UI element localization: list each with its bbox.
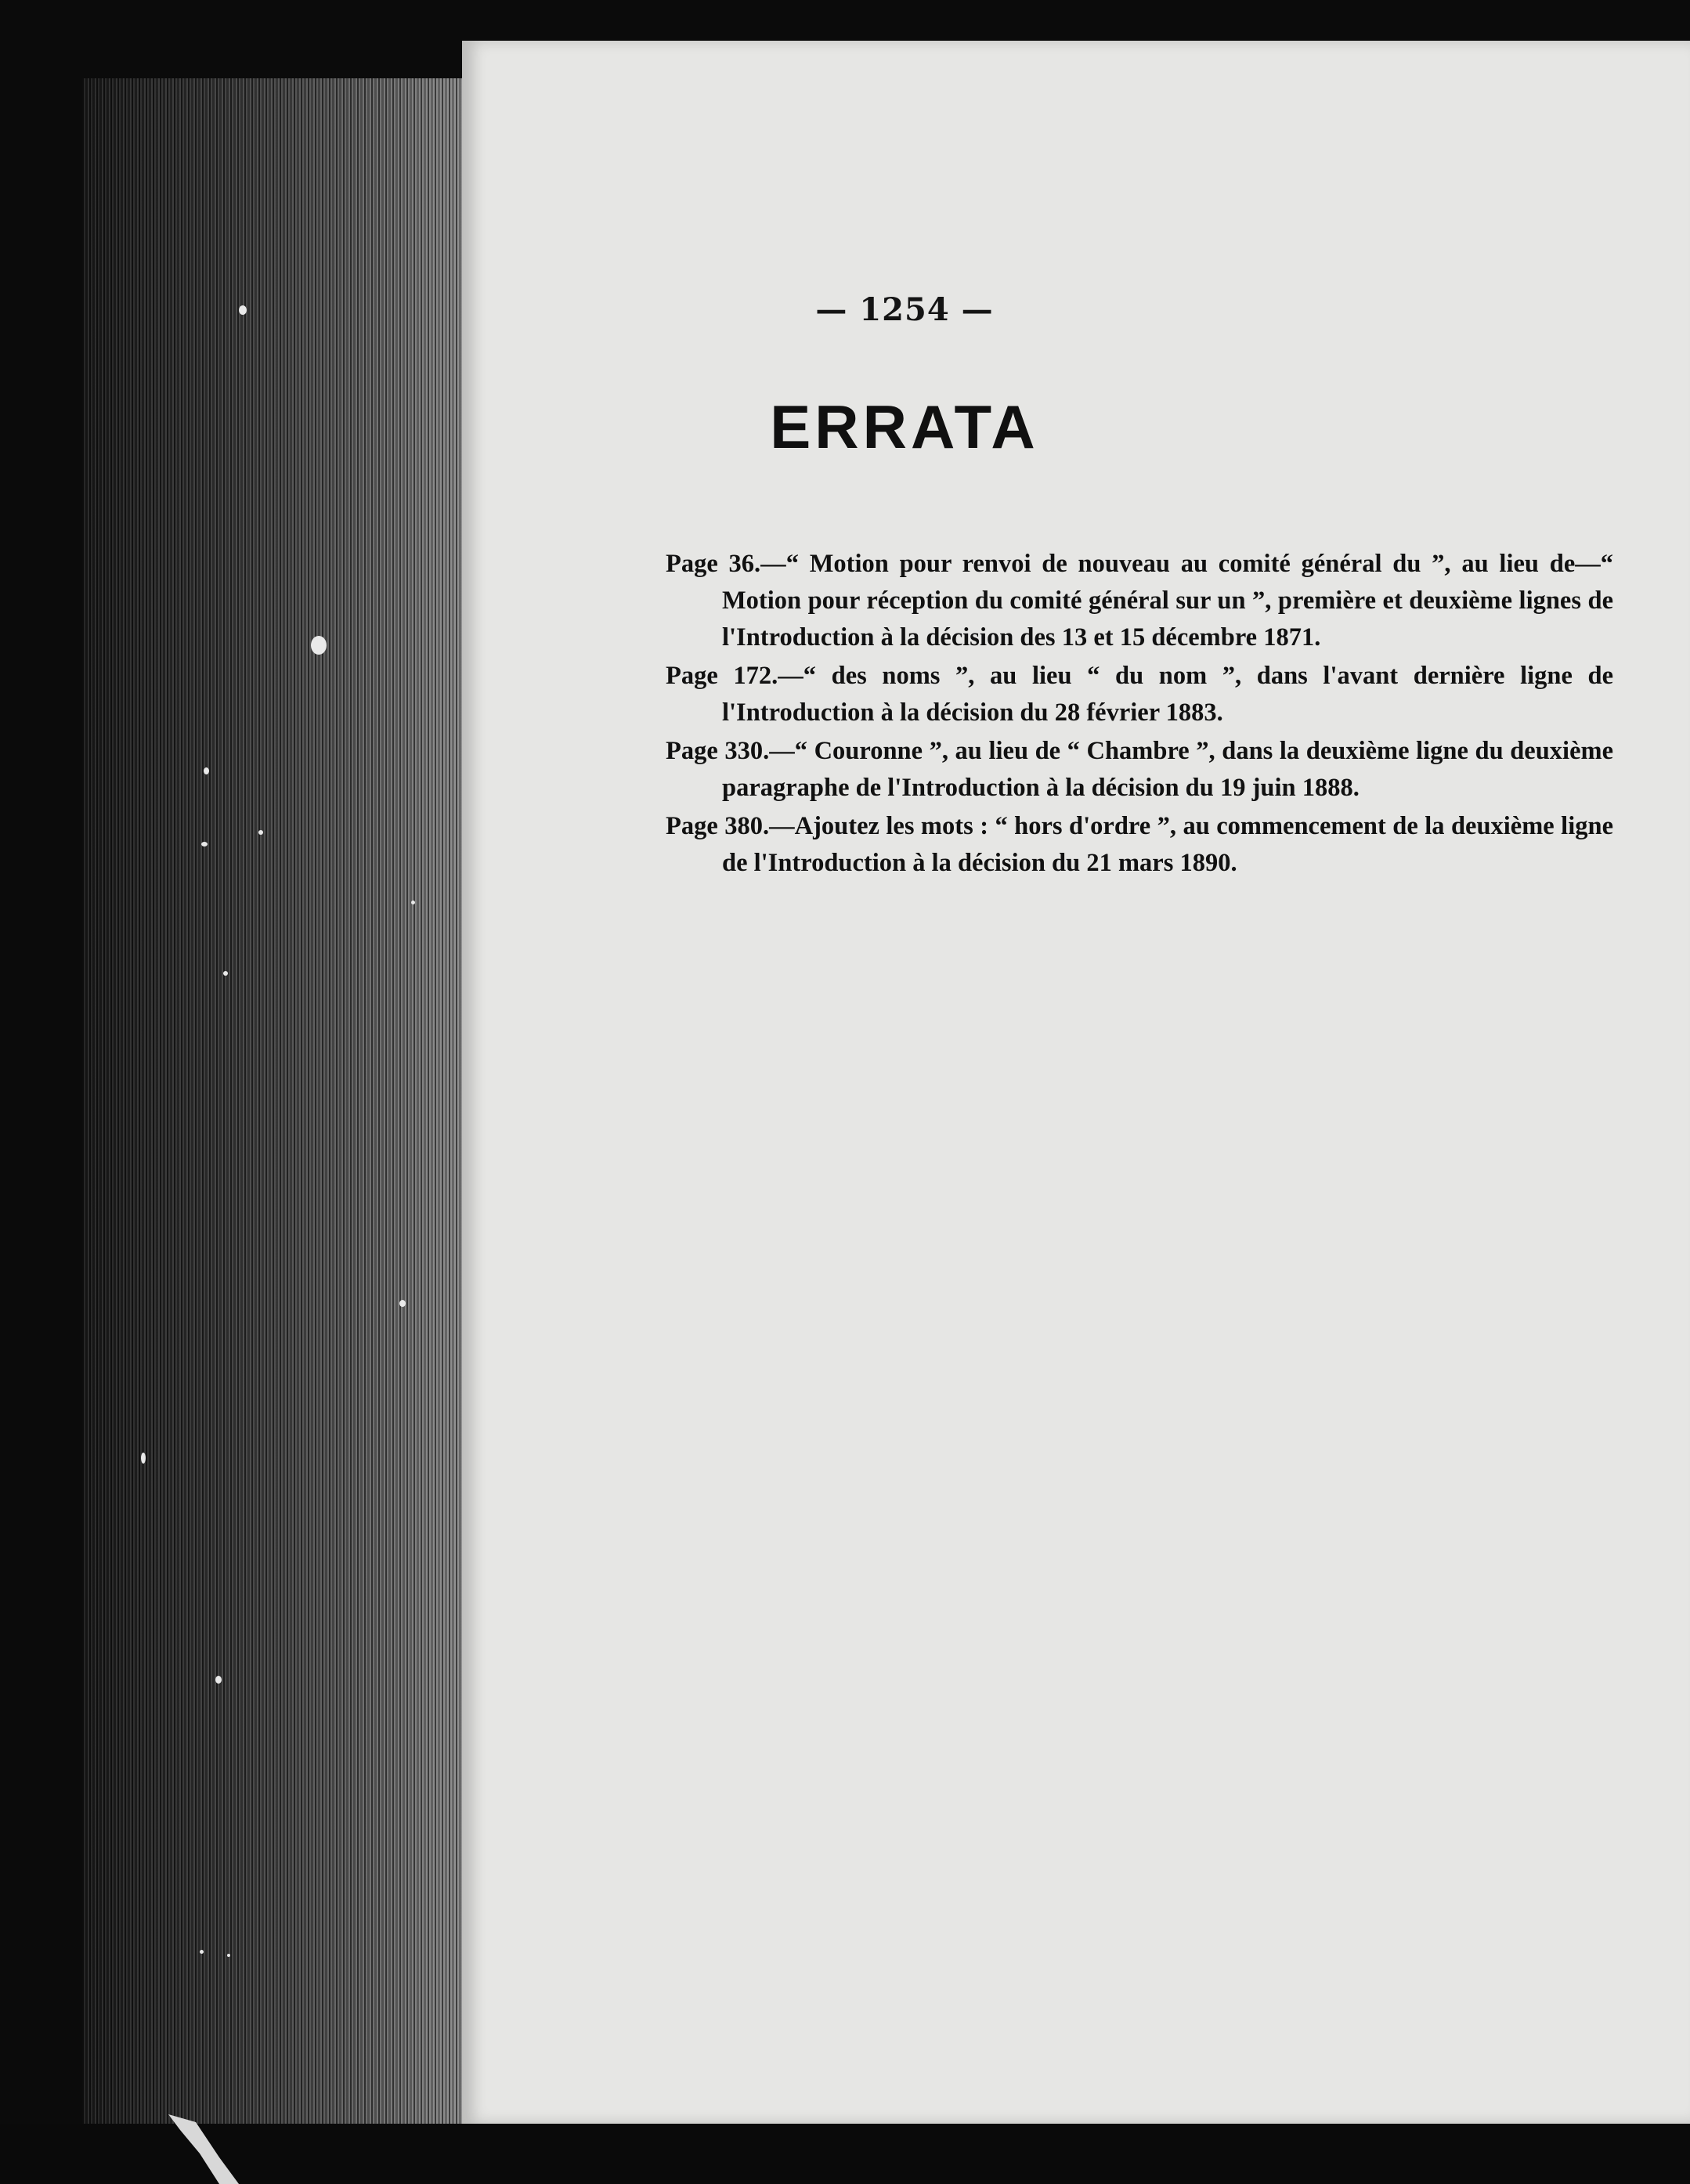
dust-speck	[215, 1676, 222, 1684]
scanner-clip-icon	[164, 2114, 274, 2184]
errata-text: “ Couronne ”, au lieu de “ Chambre ”, dans la deuxième ligne du deuxième paragraphe de l'Introduction à la décision du 19 juin 1888.	[722, 737, 1613, 802]
dust-speck	[200, 1950, 204, 1954]
dust-speck	[141, 1453, 146, 1464]
page-title: ERRATA	[770, 392, 1039, 461]
dust-speck	[239, 305, 247, 315]
errata-page-ref: Page 172.—	[666, 662, 803, 690]
document-page	[462, 41, 1690, 2124]
page-number: — 1254 —	[815, 291, 994, 328]
dust-speck	[204, 767, 209, 774]
dust-speck	[223, 971, 228, 976]
errata-entry	[666, 733, 1613, 807]
errata-entry	[666, 546, 1613, 656]
dust-speck	[311, 636, 327, 655]
errata-page-ref: Page 380.—	[666, 812, 795, 840]
errata-text: “ Motion pour renvoi de nouveau au comité général du ”, au lieu de—“ Motion pour réception du comité général sur un ”, première et deuxième lignes de l'Introduction à la décision des 13 et 15 décembre 1871.	[722, 550, 1614, 652]
errata-text: Ajoutez les mots : “ hors d'ordre ”, au commencement de la deuxième ligne de l'Introduction à la décision du 21 mars 1890.	[722, 812, 1613, 877]
errata-entry	[666, 808, 1613, 882]
dust-speck	[411, 901, 415, 904]
errata-page-ref: Page 36.—	[666, 550, 786, 578]
errata-entry	[666, 658, 1613, 731]
dust-speck	[227, 1954, 230, 1957]
errata-list	[666, 546, 1613, 883]
dust-speck	[258, 830, 263, 835]
book-edge-shadow	[82, 78, 462, 2130]
dust-speck	[399, 1300, 406, 1307]
errata-text: “ des noms ”, au lieu “ du nom ”, dans l'avant dernière ligne de l'Introduction à la décision du 28 février 1883.	[722, 662, 1613, 727]
errata-page-ref: Page 330.—	[666, 737, 795, 765]
dust-speck	[201, 842, 208, 847]
